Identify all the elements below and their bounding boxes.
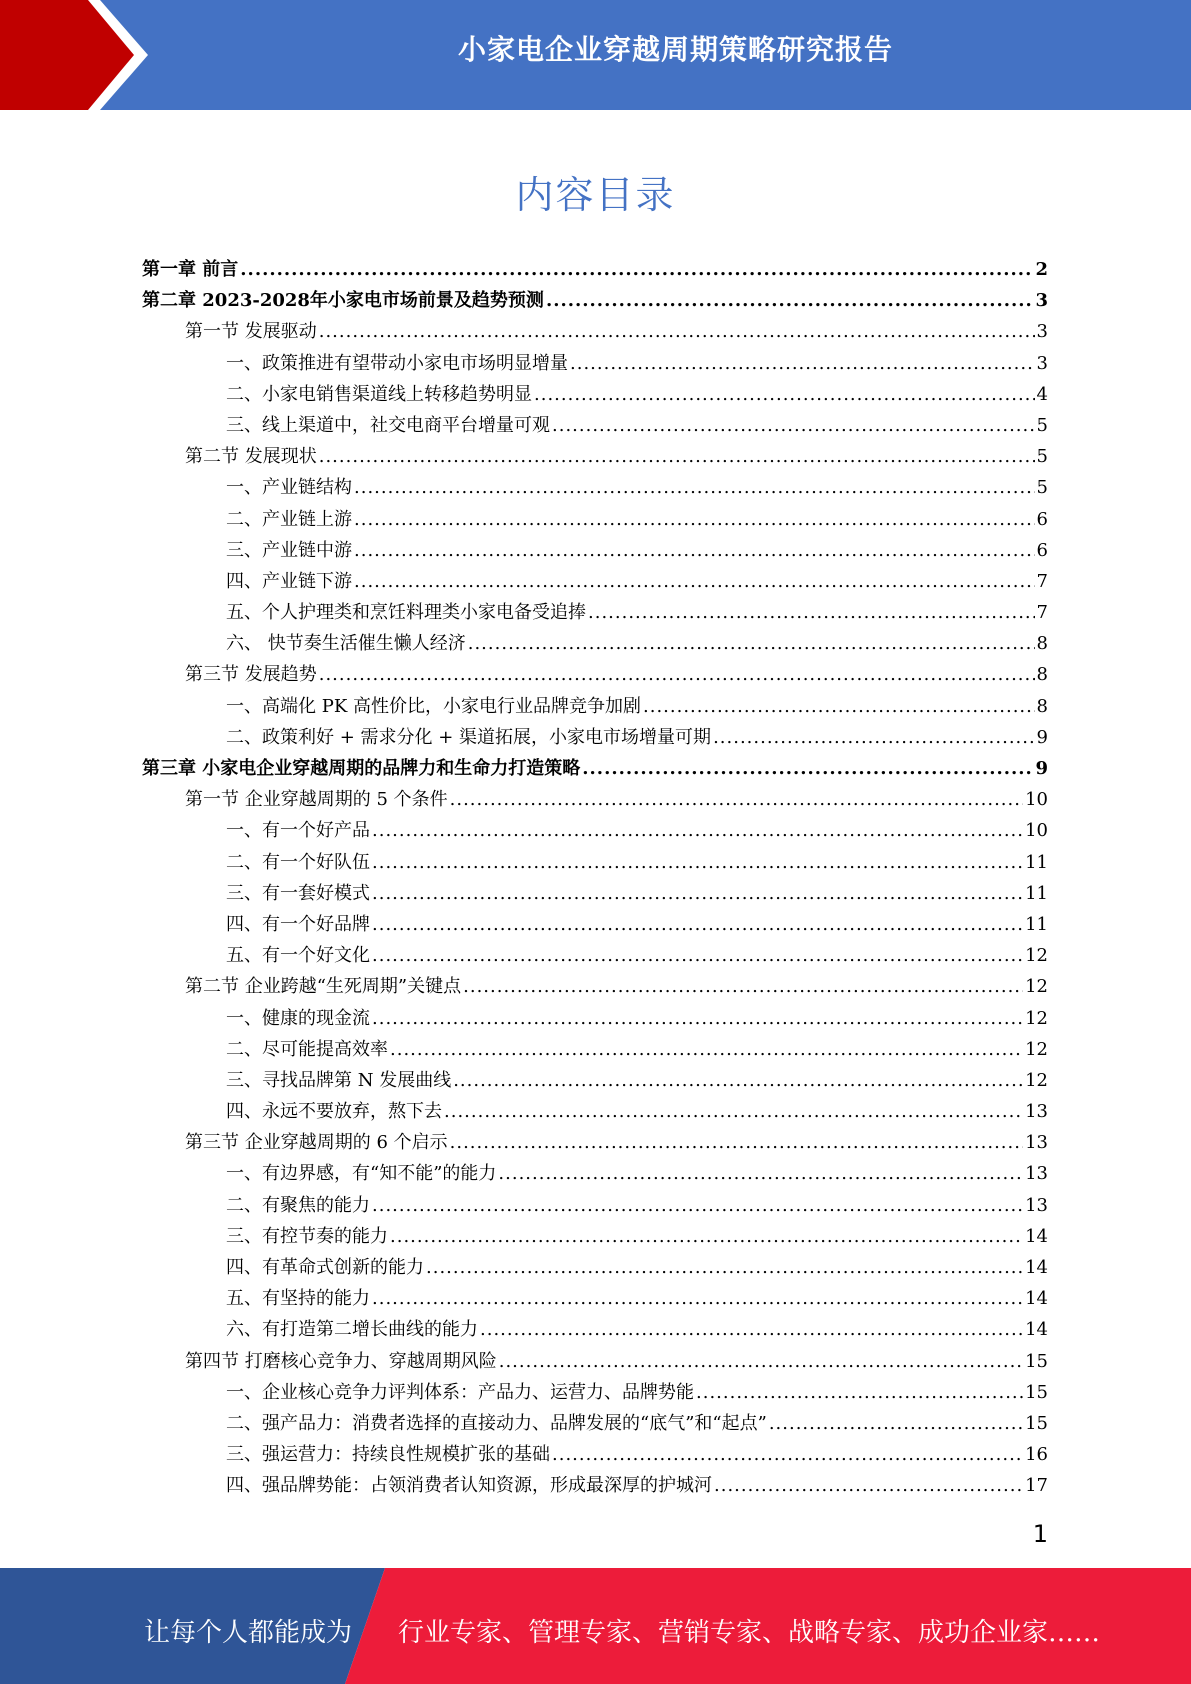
toc-entry[interactable]	[142, 1065, 1048, 1096]
toc-leader-dots	[319, 441, 1035, 472]
toc-entry[interactable]	[142, 628, 1048, 659]
toc-entry[interactable]	[142, 1221, 1048, 1252]
toc-entry[interactable]	[142, 1034, 1048, 1065]
toc-entry-page: 6	[1036, 508, 1048, 530]
toc-entry-page: 8	[1036, 695, 1048, 717]
toc-entry[interactable]	[142, 1190, 1048, 1221]
toc-entry-page: 5	[1036, 446, 1048, 468]
toc-entry-title: 一、健康的现金流	[226, 1007, 370, 1029]
toc-entry-page: 7	[1036, 602, 1048, 624]
toc-entry-title: 四、强品牌势能：占领消费者认知资源，形成最深厚的护城河	[226, 1475, 712, 1497]
toc-entry-title: 一、政策推进有望带动小家电市场明显增量	[226, 352, 568, 374]
toc-entry-title: 一、有边界感，有“知不能”的能力	[226, 1163, 497, 1185]
toc-entry[interactable]	[142, 441, 1048, 472]
toc-leader-dots	[319, 659, 1035, 690]
toc-entry[interactable]	[142, 1003, 1048, 1034]
footer-slogan-right: 行业专家、管理专家、营销专家、战略专家、成功企业家……	[398, 1618, 1101, 1648]
toc-entry-page: 13	[1025, 1101, 1048, 1123]
toc-leader-dots	[453, 1065, 1023, 1096]
toc-leader-dots	[696, 1377, 1023, 1408]
toc-entry-title: 二、强产品力：消费者选择的直接动力、品牌发展的“底气”和“起点”	[226, 1412, 767, 1434]
toc-leader-dots	[372, 815, 1023, 846]
toc-entry[interactable]	[142, 1439, 1048, 1470]
toc-entry[interactable]	[142, 1408, 1048, 1439]
toc-entry[interactable]	[142, 504, 1048, 535]
toc-entry-title: 六、有打造第二增长曲线的能力	[226, 1319, 478, 1341]
toc-entry-title: 二、产业链上游	[226, 508, 352, 530]
toc-entry-title: 第一节 发展驱动	[185, 321, 317, 343]
toc-leader-dots	[480, 1314, 1023, 1345]
toc-entry-page: 5	[1036, 477, 1048, 499]
toc-leader-dots	[240, 254, 1033, 285]
toc-entry-page: 12	[1025, 1069, 1048, 1091]
toc-entry-page: 11	[1025, 851, 1048, 873]
toc-entry[interactable]	[142, 878, 1048, 909]
table-of-contents	[142, 254, 1048, 1502]
toc-leader-dots	[546, 285, 1034, 316]
toc-entry-title: 第四节 打磨核心竞争力、穿越周期风险	[185, 1350, 497, 1372]
toc-leader-dots	[498, 1158, 1023, 1189]
toc-entry-page: 14	[1025, 1319, 1048, 1341]
toc-leader-dots	[426, 1252, 1023, 1283]
toc-entry-title: 三、寻找品牌第 N 发展曲线	[226, 1069, 452, 1091]
toc-entry-title: 一、有一个好产品	[226, 820, 370, 842]
toc-leader-dots	[354, 535, 1035, 566]
toc-leader-dots	[354, 566, 1035, 597]
toc-entry[interactable]	[142, 597, 1048, 628]
toc-entry-title: 二、政策利好 + 需求分化 + 渠道拓展，小家电市场增量可期	[226, 726, 712, 748]
toc-entry-title: 三、强运营力：持续良性规模扩张的基础	[226, 1444, 550, 1466]
toc-entry-title: 五、个人护理类和烹饪料理类小家电备受追捧	[226, 602, 586, 624]
toc-entry-page: 7	[1036, 570, 1048, 592]
toc-entry[interactable]	[142, 1252, 1048, 1283]
toc-entry-page: 14	[1025, 1225, 1048, 1247]
toc-entry-title: 五、有一个好文化	[226, 945, 370, 967]
toc-entry-page: 8	[1036, 664, 1048, 686]
toc-leader-dots	[588, 597, 1035, 628]
toc-leader-dots	[372, 1003, 1023, 1034]
toc-leader-dots	[319, 316, 1035, 347]
toc-entry-title: 第一节 企业穿越周期的 5 个条件	[185, 789, 448, 811]
toc-entry-title: 第二章 2023-2028年小家电市场前景及趋势预测	[142, 290, 544, 312]
toc-entry[interactable]	[142, 909, 1048, 940]
toc-entry[interactable]	[142, 1377, 1048, 1408]
toc-entry-page: 6	[1036, 539, 1048, 561]
toc-leader-dots	[450, 1127, 1023, 1158]
toc-entry[interactable]	[142, 535, 1048, 566]
toc-entry-title: 三、产业链中游	[226, 539, 352, 561]
toc-leader-dots	[372, 909, 1023, 940]
toc-entry-page: 3	[1035, 290, 1048, 312]
toc-leader-dots	[450, 784, 1023, 815]
toc-entry[interactable]	[142, 316, 1048, 347]
toc-entry-page: 5	[1036, 414, 1048, 436]
footer-slogan-left: 让每个人都能成为	[144, 1618, 353, 1648]
toc-entry-title: 第二节 企业跨越“生死周期”关键点	[185, 976, 462, 998]
toc-leader-dots	[354, 472, 1035, 503]
toc-leader-dots	[354, 504, 1035, 535]
toc-entry[interactable]	[142, 722, 1048, 753]
toc-leader-dots	[390, 1034, 1023, 1065]
toc-entry[interactable]	[142, 566, 1048, 597]
toc-entry[interactable]	[142, 971, 1048, 1002]
toc-entry-page: 3	[1036, 321, 1048, 343]
toc-entry-page: 13	[1025, 1163, 1048, 1185]
toc-leader-dots	[372, 1283, 1023, 1314]
page-number: 1	[1032, 1520, 1048, 1548]
toc-entry[interactable]	[142, 410, 1048, 441]
toc-entry-title: 第二节 发展现状	[185, 446, 317, 468]
toc-entry-page: 17	[1025, 1475, 1048, 1497]
toc-entry-title: 二、有一个好队伍	[226, 851, 370, 873]
toc-entry-title: 二、小家电销售渠道线上转移趋势明显	[226, 383, 532, 405]
toc-entry-page: 12	[1025, 945, 1048, 967]
toc-entry-title: 二、有聚焦的能力	[226, 1194, 370, 1216]
toc-entry-page: 11	[1025, 913, 1048, 935]
toc-entry-page: 10	[1025, 820, 1048, 842]
toc-entry[interactable]	[142, 1127, 1048, 1158]
toc-entry-title: 四、产业链下游	[226, 570, 352, 592]
toc-entry-page: 15	[1025, 1381, 1048, 1403]
toc-entry-title: 三、有一套好模式	[226, 882, 370, 904]
toc-entry[interactable]	[142, 815, 1048, 846]
toc-entry-title: 四、有革命式创新的能力	[226, 1257, 424, 1278]
toc-entry-title: 第一章 前言	[142, 259, 239, 280]
toc-leader-dots	[570, 348, 1035, 379]
toc-entry[interactable]	[142, 379, 1048, 410]
toc-entry-page: 12	[1025, 1038, 1048, 1060]
toc-entry-page: 3	[1036, 352, 1048, 374]
header-title: 小家电企业穿越周期策略研究报告	[457, 33, 893, 66]
toc-entry-title: 二、尽可能提高效率	[226, 1038, 388, 1060]
toc-entry-page: 2	[1035, 259, 1048, 280]
toc-leader-dots	[468, 628, 1035, 659]
toc-entry-title: 一、企业核心竞争力评判体系：产品力、运营力、品牌势能	[226, 1381, 694, 1403]
toc-entry-title: 第三节 发展趋势	[185, 664, 317, 686]
toc-entry[interactable]	[142, 348, 1048, 379]
toc-entry[interactable]	[142, 753, 1048, 784]
toc-entry-page: 12	[1025, 976, 1048, 998]
toc-entry[interactable]	[142, 940, 1048, 971]
toc-entry[interactable]	[142, 1283, 1048, 1314]
toc-entry[interactable]	[142, 1158, 1048, 1189]
toc-leader-dots	[534, 379, 1035, 410]
toc-entry-page: 12	[1025, 1007, 1048, 1029]
toc-entry-title: 五、有坚持的能力	[226, 1288, 370, 1310]
toc-entry-title: 第三章 小家电企业穿越周期的品牌力和生命力打造策略	[142, 758, 581, 779]
toc-entry[interactable]	[142, 1346, 1048, 1377]
toc-entry-page: 16	[1025, 1444, 1048, 1466]
toc-leader-dots	[372, 847, 1023, 878]
toc-entry-page: 8	[1036, 633, 1048, 655]
toc-entry-title: 一、高端化 PK 高性价比，小家电行业品牌竞争加剧	[226, 695, 641, 717]
toc-leader-dots	[552, 410, 1035, 441]
toc-entry[interactable]	[142, 1096, 1048, 1127]
toc-entry[interactable]	[142, 254, 1048, 285]
page-header	[0, 0, 1191, 110]
toc-entry-page: 15	[1025, 1412, 1048, 1434]
toc-entry[interactable]	[142, 285, 1048, 316]
toc-entry-page: 15	[1025, 1350, 1048, 1372]
toc-title: 内容目录	[515, 173, 676, 217]
toc-entry-page: 14	[1025, 1288, 1048, 1310]
toc-leader-dots	[714, 1470, 1023, 1501]
toc-entry-page: 14	[1025, 1257, 1048, 1278]
toc-entry[interactable]	[142, 1314, 1048, 1345]
toc-entry-title: 四、有一个好品牌	[226, 913, 370, 935]
toc-entry-title: 一、产业链结构	[226, 477, 352, 499]
toc-entry-page: 4	[1036, 383, 1048, 405]
toc-leader-dots	[372, 1190, 1023, 1221]
toc-entry[interactable]	[142, 1470, 1048, 1501]
toc-entry-page: 13	[1025, 1194, 1048, 1216]
toc-entry[interactable]	[142, 847, 1048, 878]
toc-entry-title: 三、线上渠道中，社交电商平台增量可观	[226, 414, 550, 436]
toc-leader-dots	[582, 753, 1033, 784]
toc-entry-page: 10	[1025, 789, 1048, 811]
toc-leader-dots	[643, 691, 1035, 722]
toc-entry-title: 六、 快节奏生活催生懒人经济	[226, 633, 466, 655]
toc-leader-dots	[499, 1346, 1023, 1377]
toc-entry-title: 第三节 企业穿越周期的 6 个启示	[185, 1132, 448, 1154]
toc-entry-title: 四、永远不要放弃，熬下去	[226, 1101, 442, 1123]
page-footer	[0, 1568, 1191, 1684]
toc-entry-page: 9	[1036, 726, 1048, 748]
toc-entry-title: 三、有控节奏的能力	[226, 1225, 388, 1247]
toc-entry-page: 11	[1025, 882, 1048, 904]
toc-leader-dots	[552, 1439, 1023, 1470]
toc-entry[interactable]	[142, 659, 1048, 690]
toc-entry-page: 9	[1035, 758, 1048, 779]
toc-leader-dots	[444, 1096, 1023, 1127]
toc-entry[interactable]	[142, 784, 1048, 815]
toc-entry[interactable]	[142, 691, 1048, 722]
toc-leader-dots	[372, 940, 1023, 971]
toc-leader-dots	[769, 1408, 1023, 1439]
toc-entry[interactable]	[142, 472, 1048, 503]
toc-leader-dots	[713, 722, 1034, 753]
toc-leader-dots	[463, 971, 1023, 1002]
toc-leader-dots	[390, 1221, 1023, 1252]
toc-leader-dots	[372, 878, 1023, 909]
toc-entry-page: 13	[1025, 1132, 1048, 1154]
